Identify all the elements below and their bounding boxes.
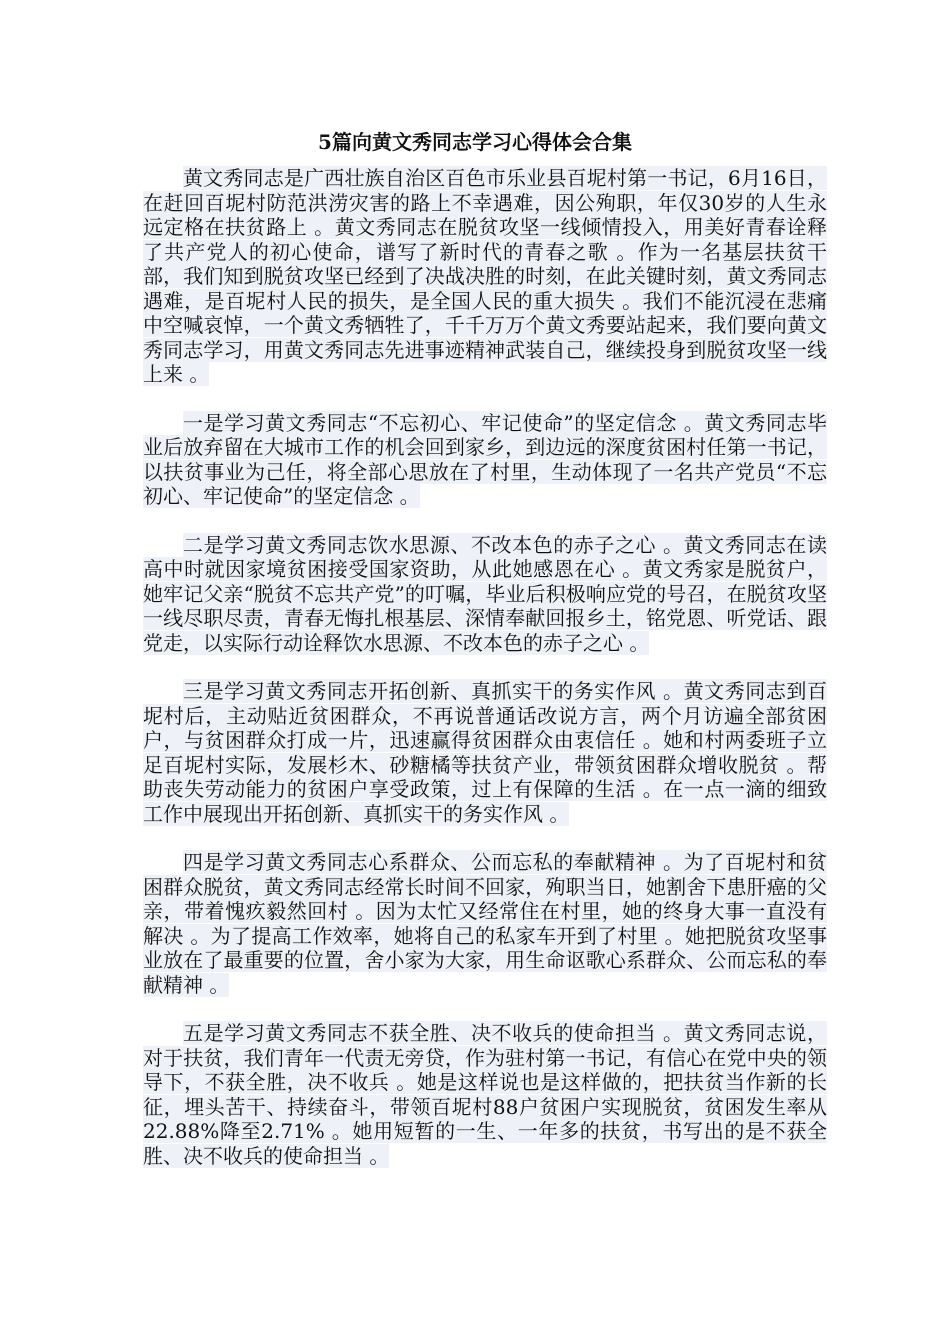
paragraph-text: 四是学习黄文秀同志心系群众、公而忘私的奉献精神 。为了百坭村和贫困群众脱贫，黄文秀同志经常长时间不回家，殉职当日，她割舍下患肝癌的父亲，带着愧疚毅然回村 。因为太忙又经常住在村里，她的终身大事一直没有解决 。为了提高工作效率，她将自己的私家车开到了村里 。她把脱贫攻坚事业放在了最重要的位置，舍小家为大家，用生命讴歌心系群众、公而忘私的奉献精神 。	[143, 850, 827, 997]
paragraph-point-5	[143, 1021, 827, 1168]
paragraph-point-1	[143, 411, 827, 509]
paragraph-text: 黄文秀同志是广西壮族自治区百色市乐业县百坭村第一书记，6月16日，在赶回百坭村防范洪涝灾害的路上不幸遇难，因公殉职，年仅30岁的人生永远定格在扶贫路上 。黄文秀同志在脱贫攻坚一线倾情投入，用美好青春诠释了共产党人的初心使命，谱写了新时代的青春之歌 。作为一名基层扶贫干部，我们知到脱贫攻坚已经到了决战决胜的时刻，在此关键时刻，黄文秀同志遇难，是百坭村人民的损失，是全国人民的重大损失 。我们不能沉浸在悲痛中空喊哀悼，一个黄文秀牺牲了，千千万万个黄文秀要站起来，我们要向黄文秀同志学习，用黄文秀同志先进事迹精神武装自己，继续投身到脱贫攻坚一线上来 。	[143, 166, 827, 386]
paragraph-text: 五是学习黄文秀同志不获全胜、决不收兵的使命担当 。黄文秀同志说，对于扶贫，我们青年一代责无旁贷，作为驻村第一书记，有信心在党中央的领导下，不获全胜，决不收兵 。她是这样说也是这样做的，把扶贫当作新的长征，埋头苦干、持续奋斗，带领百坭村88户贫困户实现脱贫，贫困发生率从22.88%降至2.71% 。她用短暂的一生、一年多的扶贫，书写出的是不获全胜、决不收兵的使命担当 。	[143, 1021, 827, 1168]
paragraph-point-2	[143, 533, 827, 656]
document-body	[143, 166, 827, 1192]
paragraph-text: 三是学习黄文秀同志开拓创新、真抓实干的务实作风 。黄文秀同志到百坭村后，主动贴近贫困群众，不再说普通话改说方言，两个月访遍全部贫困户，与贫困群众打成一片，迅速赢得贫困群众由衷信任 。她和村两委班子立足百坭村实际，发展杉木、砂糖橘等扶贫产业，带领贫困群众增收脱贫 。帮助丧失劳动能力的贫困户享受政策，过上有保障的生活 。在一点一滴的细致工作中展现出开拓创新、真抓实干的务实作风 。	[143, 679, 827, 826]
paragraph-text: 二是学习黄文秀同志饮水思源、不改本色的赤子之心 。黄文秀同志在读高中时就因家境贫困接受国家资助，从此她感恩在心 。黄文秀家是脱贫户，她牢记父亲“脱贫不忘共产党”的叮嘱，毕业后积极响应党的号召，在脱贫攻坚一线尽职尽责，青春无悔扎根基层、深情奉献回报乡土，铭党恩、听党话、跟党走，以实际行动诠释饮水思源、不改本色的赤子之心 。	[143, 532, 827, 655]
document-title: 5篇向黄文秀同志学习心得体会合集	[318, 130, 632, 154]
paragraph-point-3	[143, 679, 827, 826]
paragraph-intro	[143, 166, 827, 387]
paragraph-text: 一是学习黄文秀同志“不忘初心、牢记使命”的坚定信念 。黄文秀同志毕业后放弃留在大城市工作的机会回到家乡，到边远的深度贫困村任第一书记，以扶贫事业为己任，将全部心思放在了村里，生动体现了一名共产党员“不忘初心、牢记使命”的坚定信念 。	[143, 410, 827, 508]
paragraph-point-4	[143, 850, 827, 997]
